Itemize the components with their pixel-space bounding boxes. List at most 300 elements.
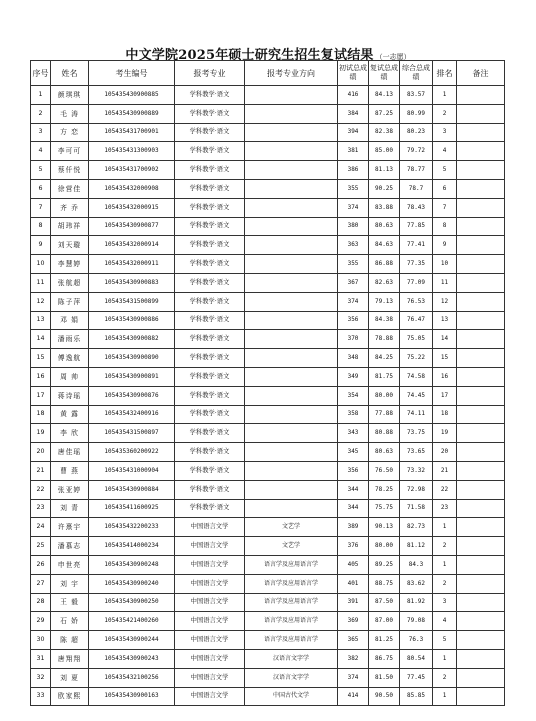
cell-rank: 21 [433,461,457,480]
cell-initial-score: 380 [338,217,369,236]
cell-name: 唐佳瑶 [51,443,89,462]
cell-rank: 9 [433,236,457,255]
cell-total-score: 79.08 [400,612,433,631]
cell-name: 胡玮祥 [51,217,89,236]
cell-name: 齐 乔 [51,198,89,217]
table-row [31,330,505,349]
table-row [31,537,505,556]
cell-rank: 2 [433,537,457,556]
cell-name: 周 帅 [51,367,89,386]
cell-name: 刘 宇 [51,574,89,593]
cell-major: 中国语言文学 [175,574,245,593]
table-row [31,255,505,274]
cell-major: 学科教学·语文 [175,461,245,480]
cell-initial-score: 401 [338,574,369,593]
cell-direction [245,480,338,499]
cell-exam-id: 105435421400260 [89,612,175,631]
cell-retest-score: 84.63 [369,236,400,255]
cell-total-score: 76.53 [400,292,433,311]
cell-initial-score: 381 [338,142,369,161]
cell-major: 学科教学·语文 [175,349,245,368]
cell-remark [457,405,505,424]
header-retest-score: 复试总成绩 [369,61,400,86]
cell-major: 中国语言文学 [175,649,245,668]
cell-initial-score: 344 [338,480,369,499]
cell-direction [245,236,338,255]
cell-initial-score: 376 [338,537,369,556]
cell-retest-score: 87.00 [369,612,400,631]
header-initial-score: 初试总成绩 [338,61,369,86]
cell-direction: 汉语言文字学 [245,649,338,668]
cell-major: 学科教学·语文 [175,367,245,386]
cell-seq: 6 [31,179,51,198]
cell-name: 石 娇 [51,612,89,631]
cell-major: 学科教学·语文 [175,123,245,142]
cell-initial-score: 374 [338,198,369,217]
cell-seq: 1 [31,86,51,105]
table-row [31,142,505,161]
header-row [31,61,505,86]
cell-seq: 9 [31,236,51,255]
cell-name: 潘雨乐 [51,330,89,349]
cell-direction [245,330,338,349]
cell-rank: 11 [433,273,457,292]
cell-direction [245,311,338,330]
cell-major: 学科教学·语文 [175,292,245,311]
cell-direction [245,161,338,180]
cell-name: 张亚婷 [51,480,89,499]
cell-seq: 11 [31,273,51,292]
cell-major: 中国语言文学 [175,631,245,650]
table-row [31,687,505,706]
cell-name: 李慧婷 [51,255,89,274]
table-row [31,198,505,217]
cell-seq: 7 [31,198,51,217]
cell-total-score: 73.75 [400,424,433,443]
cell-major: 学科教学·语文 [175,405,245,424]
cell-total-score: 77.45 [400,668,433,687]
cell-initial-score: 405 [338,555,369,574]
cell-remark [457,104,505,123]
cell-remark [457,86,505,105]
cell-seq: 25 [31,537,51,556]
cell-major: 学科教学·语文 [175,499,245,518]
cell-total-score: 77.35 [400,255,433,274]
cell-retest-score: 88.75 [369,574,400,593]
cell-rank: 15 [433,349,457,368]
cell-rank: 1 [433,555,457,574]
cell-remark [457,593,505,612]
cell-initial-score: 363 [338,236,369,255]
table-row [31,386,505,405]
cell-rank: 18 [433,405,457,424]
cell-major: 中国语言文学 [175,687,245,706]
cell-major: 学科教学·语文 [175,480,245,499]
cell-name: 唐翔翔 [51,649,89,668]
cell-name: 刘天璇 [51,236,89,255]
cell-exam-id: 105435430900886 [89,311,175,330]
cell-total-score: 77.09 [400,273,433,292]
cell-remark [457,161,505,180]
cell-major: 学科教学·语文 [175,179,245,198]
cell-exam-id: 105435411600925 [89,499,175,518]
cell-exam-id: 105435431300903 [89,142,175,161]
cell-seq: 28 [31,593,51,612]
cell-major: 学科教学·语文 [175,330,245,349]
cell-initial-score: 389 [338,518,369,537]
cell-direction [245,292,338,311]
cell-seq: 31 [31,649,51,668]
table-row [31,443,505,462]
cell-retest-score: 90.13 [369,518,400,537]
cell-name: 曹 燕 [51,461,89,480]
table-row [31,292,505,311]
cell-retest-score: 84.25 [369,349,400,368]
table-row [31,612,505,631]
cell-total-score: 75.05 [400,330,433,349]
cell-major: 学科教学·语文 [175,236,245,255]
cell-initial-score: 369 [338,612,369,631]
table-row [31,123,505,142]
cell-remark [457,217,505,236]
cell-rank: 1 [433,518,457,537]
table-row [31,405,505,424]
header-seq: 序号 [31,61,51,86]
cell-initial-score: 345 [338,443,369,462]
cell-total-score: 73.65 [400,443,433,462]
cell-initial-score: 365 [338,631,369,650]
cell-name: 毛 涛 [51,104,89,123]
cell-direction: 语言学及应用语言学 [245,631,338,650]
cell-rank: 17 [433,386,457,405]
cell-remark [457,574,505,593]
cell-retest-score: 81.25 [369,631,400,650]
cell-remark [457,179,505,198]
cell-seq: 13 [31,311,51,330]
cell-direction [245,386,338,405]
cell-name: 陈子萍 [51,292,89,311]
cell-major: 学科教学·语文 [175,443,245,462]
cell-remark [457,311,505,330]
cell-direction [245,123,338,142]
table-row [31,631,505,650]
cell-exam-id: 105435431700902 [89,161,175,180]
cell-exam-id: 105435430900883 [89,273,175,292]
cell-rank: 12 [433,292,457,311]
cell-direction [245,104,338,123]
cell-name: 傅逸航 [51,349,89,368]
cell-remark [457,631,505,650]
cell-remark [457,687,505,706]
table-row [31,349,505,368]
cell-major: 学科教学·语文 [175,424,245,443]
cell-direction [245,198,338,217]
cell-total-score: 85.85 [400,687,433,706]
cell-rank: 5 [433,161,457,180]
cell-direction [245,217,338,236]
cell-retest-score: 90.25 [369,179,400,198]
cell-rank: 23 [433,499,457,518]
cell-major: 学科教学·语文 [175,386,245,405]
cell-exam-id: 105435432000914 [89,236,175,255]
cell-seq: 18 [31,405,51,424]
table-row [31,555,505,574]
cell-total-score: 78.43 [400,198,433,217]
cell-remark [457,518,505,537]
cell-remark [457,612,505,631]
cell-major: 中国语言文学 [175,555,245,574]
cell-initial-score: 386 [338,161,369,180]
cell-remark [457,443,505,462]
cell-retest-score: 78.25 [369,480,400,499]
cell-name: 张航超 [51,273,89,292]
cell-exam-id: 105435430900885 [89,86,175,105]
cell-retest-score: 80.63 [369,217,400,236]
cell-rank: 13 [433,311,457,330]
cell-name: 蔡仟悦 [51,161,89,180]
cell-total-score: 78.77 [400,161,433,180]
cell-rank: 1 [433,86,457,105]
cell-exam-id: 105435431000904 [89,461,175,480]
cell-exam-id: 105435430900882 [89,330,175,349]
cell-seq: 21 [31,461,51,480]
cell-exam-id: 105435432400916 [89,405,175,424]
cell-retest-score: 81.75 [369,367,400,386]
cell-retest-score: 83.88 [369,198,400,217]
cell-initial-score: 343 [338,424,369,443]
table-row [31,480,505,499]
cell-retest-score: 75.75 [369,499,400,518]
cell-retest-score: 84.13 [369,86,400,105]
cell-exam-id: 105435430900243 [89,649,175,668]
cell-retest-score: 85.00 [369,142,400,161]
cell-initial-score: 370 [338,330,369,349]
cell-remark [457,349,505,368]
cell-exam-id: 105435432000911 [89,255,175,274]
cell-direction: 语言学及应用语言学 [245,612,338,631]
cell-rank: 2 [433,104,457,123]
cell-retest-score: 89.25 [369,555,400,574]
cell-exam-id: 105435414000234 [89,537,175,556]
cell-direction [245,424,338,443]
cell-seq: 27 [31,574,51,593]
cell-initial-score: 416 [338,86,369,105]
cell-name: 邓 娟 [51,311,89,330]
cell-initial-score: 349 [338,367,369,386]
cell-direction: 语言学及应用语言学 [245,555,338,574]
cell-total-score: 83.57 [400,86,433,105]
header-exam-id: 考生编号 [89,61,175,86]
cell-direction [245,405,338,424]
cell-total-score: 84.3 [400,555,433,574]
cell-exam-id: 105435430900877 [89,217,175,236]
cell-direction: 汉语言文字学 [245,668,338,687]
table-row [31,161,505,180]
cell-retest-score: 90.50 [369,687,400,706]
cell-retest-score: 81.50 [369,668,400,687]
cell-rank: 4 [433,612,457,631]
table-row [31,104,505,123]
cell-name: 申世亮 [51,555,89,574]
cell-direction [245,349,338,368]
cell-initial-score: 374 [338,668,369,687]
cell-exam-id: 105435430900889 [89,104,175,123]
cell-rank: 4 [433,142,457,161]
cell-major: 学科教学·语文 [175,104,245,123]
cell-direction [245,86,338,105]
cell-exam-id: 105435430900876 [89,386,175,405]
table-row [31,367,505,386]
cell-retest-score: 79.13 [369,292,400,311]
cell-direction [245,179,338,198]
cell-seq: 32 [31,668,51,687]
cell-exam-id: 105435430900890 [89,349,175,368]
header-rank: 排名 [433,61,457,86]
cell-seq: 3 [31,123,51,142]
table-row [31,518,505,537]
table-row [31,461,505,480]
cell-exam-id: 105435430900891 [89,367,175,386]
table-row [31,311,505,330]
cell-remark [457,386,505,405]
cell-direction [245,255,338,274]
cell-rank: 1 [433,687,457,706]
cell-remark [457,142,505,161]
cell-total-score: 74.58 [400,367,433,386]
cell-rank: 2 [433,574,457,593]
cell-name: 欧家熙 [51,687,89,706]
cell-name: 许熹宇 [51,518,89,537]
cell-initial-score: 384 [338,104,369,123]
cell-name: 徐营佳 [51,179,89,198]
cell-total-score: 81.92 [400,593,433,612]
cell-total-score: 82.73 [400,518,433,537]
cell-retest-score: 81.13 [369,161,400,180]
cell-remark [457,461,505,480]
cell-retest-score: 80.00 [369,386,400,405]
cell-exam-id: 105435432100256 [89,668,175,687]
cell-remark [457,236,505,255]
cell-retest-score: 86.75 [369,649,400,668]
cell-remark [457,649,505,668]
cell-exam-id: 105435360200922 [89,443,175,462]
table-row [31,424,505,443]
cell-direction [245,142,338,161]
cell-name: 刘 青 [51,499,89,518]
cell-major: 中国语言文学 [175,593,245,612]
cell-name: 王 毅 [51,593,89,612]
cell-seq: 24 [31,518,51,537]
cell-name: 方 恋 [51,123,89,142]
cell-total-score: 76.3 [400,631,433,650]
cell-seq: 5 [31,161,51,180]
cell-rank: 6 [433,179,457,198]
cell-total-score: 81.12 [400,537,433,556]
table-row [31,179,505,198]
cell-total-score: 83.62 [400,574,433,593]
cell-remark [457,198,505,217]
cell-initial-score: 374 [338,292,369,311]
cell-initial-score: 394 [338,123,369,142]
cell-initial-score: 414 [338,687,369,706]
header-total-score: 综合总成绩 [400,61,433,86]
cell-exam-id: 105435432000915 [89,198,175,217]
cell-rank: 16 [433,367,457,386]
cell-rank: 5 [433,631,457,650]
header-remark: 备注 [457,61,505,86]
cell-rank: 8 [433,217,457,236]
cell-name: 李 欣 [51,424,89,443]
cell-retest-score: 80.88 [369,424,400,443]
cell-initial-score: 348 [338,349,369,368]
cell-direction: 语言学及应用语言学 [245,574,338,593]
cell-rank: 1 [433,649,457,668]
cell-seq: 12 [31,292,51,311]
cell-exam-id: 105435430900248 [89,555,175,574]
cell-total-score: 74.11 [400,405,433,424]
cell-direction [245,461,338,480]
cell-seq: 30 [31,631,51,650]
cell-seq: 8 [31,217,51,236]
cell-exam-id: 105435430900884 [89,480,175,499]
cell-major: 学科教学·语文 [175,198,245,217]
cell-rank: 2 [433,668,457,687]
cell-remark [457,499,505,518]
cell-direction [245,499,338,518]
cell-seq: 29 [31,612,51,631]
cell-remark [457,123,505,142]
cell-name: 陈 超 [51,631,89,650]
cell-name: 颜琪琪 [51,86,89,105]
cell-retest-score: 84.38 [369,311,400,330]
cell-exam-id: 105435431500897 [89,424,175,443]
cell-remark [457,292,505,311]
cell-initial-score: 356 [338,311,369,330]
cell-direction [245,273,338,292]
cell-retest-score: 82.38 [369,123,400,142]
table-row [31,86,505,105]
cell-remark [457,555,505,574]
cell-rank: 19 [433,424,457,443]
cell-retest-score: 82.63 [369,273,400,292]
cell-total-score: 74.45 [400,386,433,405]
cell-direction: 文艺学 [245,537,338,556]
cell-retest-score: 77.88 [369,405,400,424]
title-text: 中文学院2025年硕士研究生招生复试结果 [125,48,374,63]
cell-direction: 文艺学 [245,518,338,537]
cell-total-score: 80.54 [400,649,433,668]
cell-total-score: 78.7 [400,179,433,198]
cell-rank: 3 [433,593,457,612]
cell-initial-score: 382 [338,649,369,668]
cell-retest-score: 80.63 [369,443,400,462]
table-row [31,668,505,687]
cell-total-score: 75.22 [400,349,433,368]
cell-seq: 33 [31,687,51,706]
header-major: 报考专业 [175,61,245,86]
header-direction: 报考专业方向 [245,61,338,86]
cell-seq: 4 [31,142,51,161]
cell-name: 李可可 [51,142,89,161]
cell-retest-score: 87.25 [369,104,400,123]
cell-direction [245,367,338,386]
cell-seq: 2 [31,104,51,123]
cell-exam-id: 105435432000908 [89,179,175,198]
cell-major: 学科教学·语文 [175,273,245,292]
table-row [31,574,505,593]
cell-seq: 20 [31,443,51,462]
cell-retest-score: 78.88 [369,330,400,349]
